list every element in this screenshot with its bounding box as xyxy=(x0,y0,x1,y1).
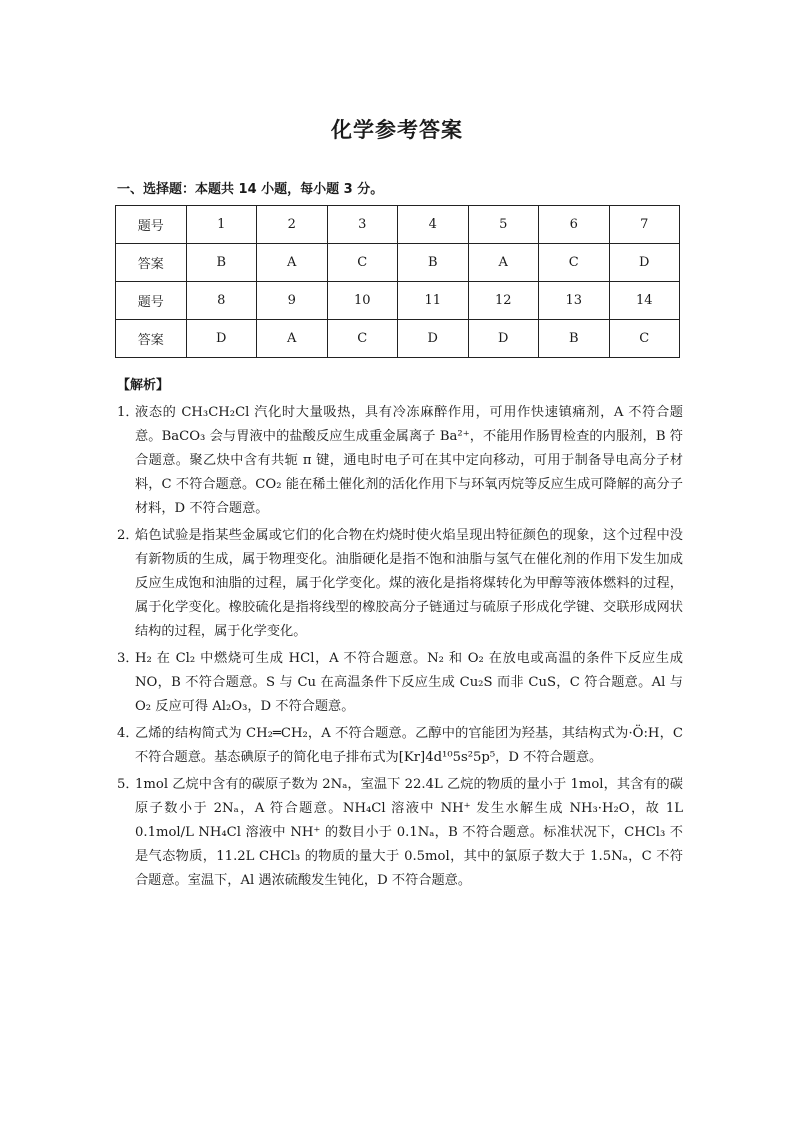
table-row xyxy=(116,320,680,358)
table-cell: 6 xyxy=(539,206,610,244)
row-label: 答案 xyxy=(116,320,187,358)
item-number: 3． xyxy=(117,651,139,666)
table-cell: B xyxy=(186,244,257,282)
table-cell: B xyxy=(398,244,469,282)
table-cell: 4 xyxy=(398,206,469,244)
table-cell: C xyxy=(327,320,398,358)
table-cell: D xyxy=(468,320,539,358)
explanation-item-5 xyxy=(117,773,683,893)
item-text: 焰色试验是指某些金属或它们的化合物在灼烧时使火焰呈现出特征颜色的现象，这个过程中没有新物质的生成，属于物理变化。油脂硬化是指不饱和油脂与氢气在催化剂的作用下发生加成反应生成饱和油脂的过程，属于化学变化。煤的液化是指将煤转化为甲醇等液体燃料的过程，属于化学变化。橡胶硫化是指将线型的橡胶高分子链通过与硫原子形成化学键、交联形成网状结构的过程，属于化学变化。 xyxy=(135,528,683,639)
table-cell: D xyxy=(609,244,680,282)
table-cell: 12 xyxy=(468,282,539,320)
item-text: 1mol 乙烷中含有的碳原子数为 2Nₐ，室温下 22.4L 乙烷的物质的量小于 1mol，其含有的碳原子数小于 2Nₐ，A 符合题意。NH₄Cl 溶液中 NH⁺ 发生水解生成 NH₃·H₂O，故 1L 0.1mol/L NH₄Cl 溶液中 NH⁺ 的数目小于 0.1Nₐ，B 不符合题意。标准状况下，CHCl₃ 不是气态物质，11.2L CHCl₃ 的物质的量大于 0.5mol，其中的氯原子数大于 1.5Nₐ，C 不符合题意。室温下，Al 遇浓硫酸发生钝化，D 不符合题意。 xyxy=(135,777,683,888)
table-cell: D xyxy=(186,320,257,358)
analysis-heading: 【解析】 xyxy=(117,378,170,393)
item-text: 乙烯的结构简式为 CH₂═CH₂，A 不符合题意。乙醇中的官能团为羟基，其结构式为·Ö:H，C 不符合题意。基态碘原子的简化电子排布式为[Kr]4d¹⁰5s²5p⁵，D 不符合题意。 xyxy=(135,726,683,765)
table-cell: C xyxy=(539,244,610,282)
table-cell: 13 xyxy=(539,282,610,320)
section-heading: 一、选择题：本题共 14 小题，每小题 3 分。 xyxy=(117,182,384,197)
item-number: 2． xyxy=(117,528,139,543)
table-row xyxy=(116,282,680,320)
row-label: 题号 xyxy=(116,206,187,244)
table-row xyxy=(116,206,680,244)
item-number: 5． xyxy=(117,777,139,792)
explanation-item-1 xyxy=(117,401,683,521)
item-text: H₂ 在 Cl₂ 中燃烧可生成 HCl，A 不符合题意。N₂ 和 O₂ 在放电或高温的条件下反应生成 NO，B 不符合题意。S 与 Cu 在高温条件下反应生成 Cu₂S 而非 CuS，C 符合题意。Al 与 O₂ 反应可得 Al₂O₃，D 不符合题意。 xyxy=(135,651,683,714)
table-cell: B xyxy=(539,320,610,358)
table-cell: 8 xyxy=(186,282,257,320)
row-label: 题号 xyxy=(116,282,187,320)
table-row xyxy=(116,244,680,282)
table-cell: A xyxy=(468,244,539,282)
explanation-item-4 xyxy=(117,722,683,770)
table-cell: A xyxy=(257,320,328,358)
table-cell: C xyxy=(609,320,680,358)
table-cell: 3 xyxy=(327,206,398,244)
item-number: 1． xyxy=(117,405,139,420)
table-cell: 10 xyxy=(327,282,398,320)
explanation-item-2 xyxy=(117,524,683,644)
table-cell: 9 xyxy=(257,282,328,320)
table-cell: 14 xyxy=(609,282,680,320)
table-cell: A xyxy=(257,244,328,282)
table-cell: C xyxy=(327,244,398,282)
row-label: 答案 xyxy=(116,244,187,282)
answer-table xyxy=(115,205,680,358)
table-cell: 7 xyxy=(609,206,680,244)
explanation-list xyxy=(117,401,683,896)
table-cell: 11 xyxy=(398,282,469,320)
table-cell: 1 xyxy=(186,206,257,244)
table-cell: D xyxy=(398,320,469,358)
explanation-item-3 xyxy=(117,647,683,719)
table-cell: 2 xyxy=(257,206,328,244)
item-text: 液态的 CH₃CH₂Cl 汽化时大量吸热，具有冷冻麻醉作用，可用作快速镇痛剂，A 不符合题意。BaCO₃ 会与胃液中的盐酸反应生成重金属离子 Ba²⁺，不能用作肠胃检查的内服剂，B 符合题意。聚乙炔中含有共轭 π 键，通电时电子可在其中定向移动，可用于制备导电高分子材料，C 不符合题意。CO₂ 能在稀土催化剂的活化作用下与环氧丙烷等反应生成可降解的高分子材料，D 不符合题意。 xyxy=(135,405,683,516)
item-number: 4． xyxy=(117,726,139,741)
page-title: 化学参考答案 xyxy=(331,118,463,142)
table-cell: 5 xyxy=(468,206,539,244)
